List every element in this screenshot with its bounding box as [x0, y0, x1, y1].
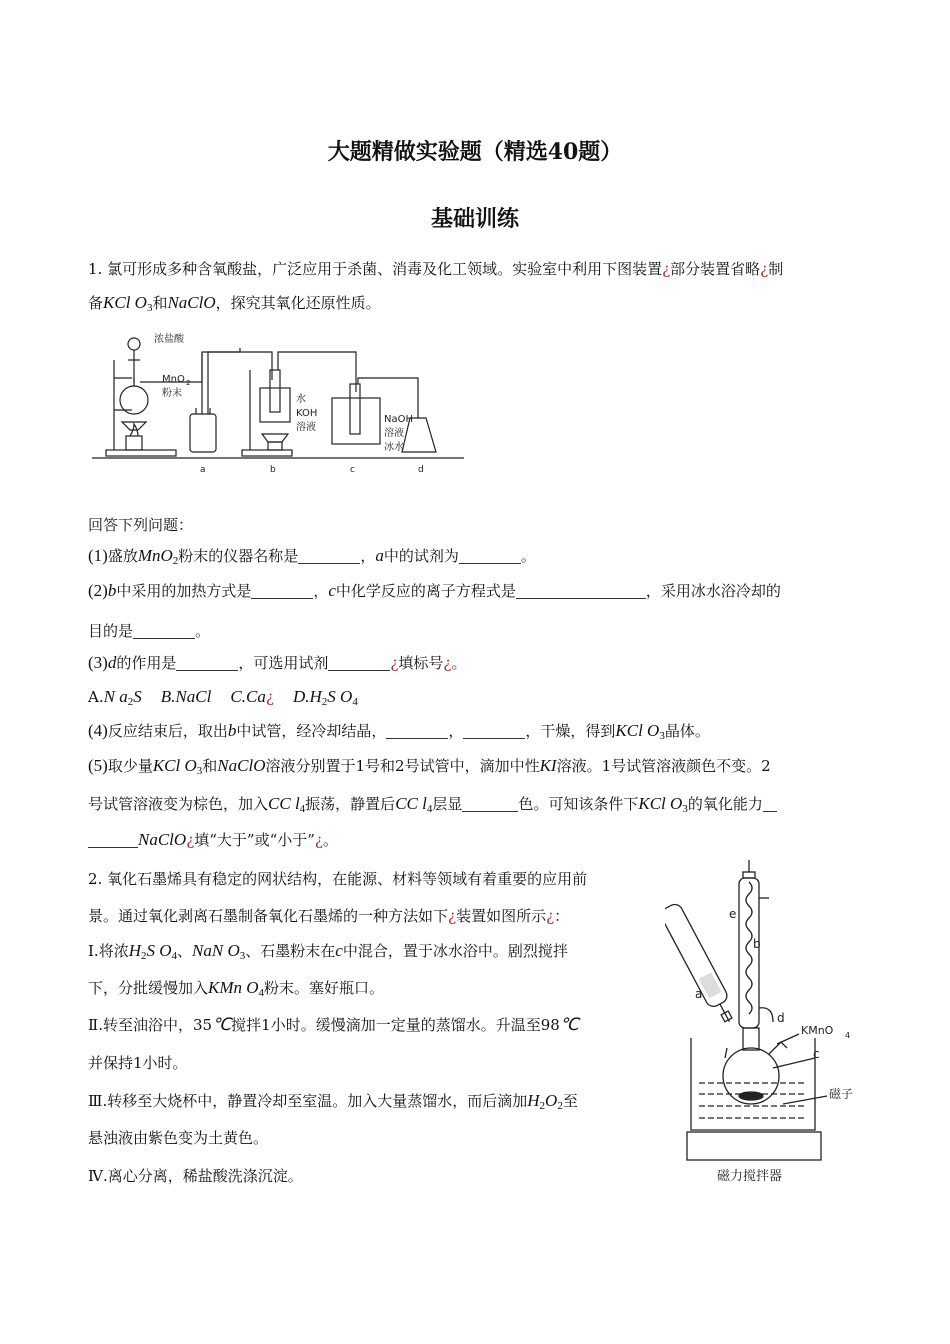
label-naoh: NaOH: [384, 414, 413, 425]
q2-step3-cont: 悬浊液由紫色变为土黄色。: [88, 1129, 269, 1147]
label-d: d: [418, 465, 424, 475]
formula-kclo3: KCl O: [152, 756, 197, 775]
condenser-b: [739, 878, 759, 1028]
inverted-question-mark: ¿: [448, 907, 457, 925]
q2-text: Ⅱ.转至油浴中，35: [88, 1016, 213, 1034]
formula-subscript: 3: [682, 803, 688, 815]
answer-blank[interactable]: [298, 549, 360, 564]
q1-intro-text-b: 部分装置省略: [670, 260, 761, 278]
q1-text: 备: [88, 294, 104, 312]
q2-text: 粉末。塞好瓶口。: [264, 979, 385, 997]
q2-text: 至: [562, 1092, 578, 1110]
answer-blank[interactable]: [462, 797, 518, 812]
q1-text: 填标号: [398, 654, 444, 672]
q1-sub2-cont: [88, 620, 210, 641]
formula-kmno4: KMn O: [208, 978, 259, 997]
formula-subscript: 3: [146, 302, 153, 314]
q1-text: ，可选用试剂: [238, 654, 329, 672]
formula-subscript: 2: [172, 555, 179, 567]
formula-subscript: 2: [127, 696, 134, 708]
q1-intro-text-c: 制: [768, 260, 784, 278]
label-koh-solution: 溶液: [296, 422, 316, 433]
q1-text: ，: [313, 582, 329, 600]
label-kmno4: KMnO: [801, 1024, 834, 1037]
formula-subscript: 3: [659, 730, 665, 742]
q1-text: 中的试剂为: [383, 547, 459, 565]
q2-line1: 2. 氧化石墨烯具有稳定的网状结构，在能源、材料等领域有着重要的应用前: [88, 870, 588, 888]
formula-a: a: [375, 546, 384, 565]
q2-text: 搅拌1小时。缓慢滴加一定量的蒸馏水。升温至98: [231, 1016, 560, 1034]
q1-text: 的作用是: [116, 654, 177, 672]
formula-na2s: S: [133, 687, 142, 706]
q1-text: 粉末的仪器名称是: [178, 547, 299, 565]
label-conc-hcl: 浓盐酸: [154, 334, 184, 345]
q1-sub5: [88, 755, 771, 777]
answer-blank[interactable]: [763, 797, 777, 812]
formula-ki: KI: [539, 756, 557, 775]
option-b: B.NaCl: [160, 687, 212, 706]
q1-text: 。: [520, 547, 536, 565]
q2-text: 、: [177, 942, 193, 960]
formula-na2s: N a: [103, 687, 128, 706]
label-koh: KOH: [296, 408, 318, 419]
label-magnet: 磁子: [829, 1087, 854, 1101]
q1-sub4: [88, 720, 710, 742]
label-b: b: [753, 937, 761, 951]
sub-number: (1): [88, 546, 108, 565]
formula-d: d: [107, 653, 117, 672]
q1-text: 的氧化能力: [687, 795, 763, 813]
q1-text: 振荡，静置后: [305, 795, 396, 813]
q2-step4: Ⅳ.离心分离，稀盐酸洗涤沉淀。: [88, 1167, 303, 1185]
formula-subscript: 2: [539, 1100, 546, 1112]
formula-naclo: NaClO: [138, 830, 187, 849]
label-c: c: [813, 1047, 820, 1061]
inverted-question-mark: ¿: [662, 260, 671, 278]
formula-c: c: [328, 581, 336, 600]
formula-h2so4: H: [128, 941, 141, 960]
inverted-question-mark: ¿: [760, 260, 769, 278]
label-magnetic-stirrer: 磁力搅拌器: [717, 1169, 783, 1184]
q2-text: 中混合，置于冰水浴中。剧烈搅拌: [342, 942, 568, 960]
degree-celsius: ℃: [559, 1015, 579, 1034]
formula-h2so4: S O: [146, 941, 172, 960]
q1-answer-prompt: 回答下列问题：: [88, 516, 194, 534]
formula-subscript: 4: [258, 987, 265, 999]
formula-subscript: 4: [426, 803, 433, 815]
q2-apparatus-figure: [665, 858, 865, 1188]
q2-step1: [88, 940, 568, 962]
q1-text: ，干燥，得到: [525, 722, 616, 740]
formula-subscript: 4: [171, 950, 178, 962]
inverted-question-mark: ¿: [265, 688, 274, 706]
answer-blank[interactable]: [459, 549, 521, 564]
answer-blank[interactable]: [463, 724, 525, 739]
q1-text: 溶液。1号试管溶液颜色不变。2: [556, 757, 771, 775]
beaker-b: [260, 388, 290, 422]
sub-number: (2): [88, 581, 108, 600]
q1-text: 目的是: [88, 622, 134, 640]
q2-step3: [88, 1090, 578, 1112]
formula-naclo: NaClO: [217, 756, 266, 775]
answer-blank[interactable]: [251, 584, 313, 599]
q1-text: 。: [195, 622, 211, 640]
q1-text: ，探究其氧化还原性质。: [215, 294, 381, 312]
label-kmno4-sub: 4: [845, 1031, 851, 1040]
formula-subscript: 4: [352, 696, 358, 708]
q2-text: 景。通过氧化剥离石墨制备氧化石墨烯的一种方法如下: [88, 907, 449, 925]
formula-c: c: [335, 941, 343, 960]
q2-step2: [88, 1014, 579, 1035]
q1-sub2: [88, 580, 781, 601]
formula-subscript: 3: [196, 765, 203, 777]
q2-line2: [88, 905, 569, 926]
magnet-bar: [739, 1092, 763, 1100]
q2-text: 下，分批缓慢加入: [88, 979, 209, 997]
option-a-label: A.: [88, 688, 104, 706]
inverted-question-mark: ¿: [546, 907, 555, 925]
formula-b: b: [107, 581, 117, 600]
formula-subscript: 4: [299, 803, 306, 815]
q1-text: 盛放: [107, 547, 138, 565]
inverted-question-mark: ¿: [443, 654, 452, 672]
option-c: C.Ca: [230, 687, 266, 706]
label-naoh-solution: 溶液: [384, 428, 404, 439]
q1-text: ，: [360, 547, 376, 565]
formula-kclo3: KCl O: [103, 293, 147, 312]
formula-subscript: 2: [140, 950, 147, 962]
q1-text: 取少量: [107, 757, 153, 775]
q1-text: 中化学反应的离子方程式是: [335, 582, 516, 600]
formula-b: b: [227, 721, 237, 740]
formula-subscript: 2: [557, 1100, 563, 1112]
inverted-question-mark: ¿: [390, 654, 399, 672]
q2-text: 装置如图所示: [456, 907, 547, 925]
sub-number: (3): [88, 653, 108, 672]
formula-nano3: NaN O: [192, 941, 240, 960]
label-d: d: [777, 1011, 785, 1025]
q1-text: 中试管，经冷却结晶，: [236, 722, 387, 740]
formula-h2o2: O: [545, 1091, 558, 1110]
formula-h2o2: H: [527, 1091, 540, 1110]
label-a: a: [695, 987, 703, 1001]
inverted-question-mark: ¿: [314, 831, 323, 849]
q1-sub3: [88, 652, 466, 673]
q1-text: 层显: [432, 795, 463, 813]
q1-sub5-end: [88, 829, 338, 850]
label-powder: 粉末: [162, 388, 182, 399]
q1-intro-line1: [88, 258, 783, 279]
formula-subscript: 3: [239, 950, 246, 962]
label-e: e: [729, 907, 737, 921]
answer-blank[interactable]: [133, 624, 195, 639]
answer-blank[interactable]: [516, 584, 646, 599]
label-a: a: [200, 465, 206, 475]
formula-ccl4: CC l: [268, 794, 300, 813]
bottle-a: [190, 414, 216, 452]
q1-text: 填“大于”或“小于”: [194, 831, 315, 849]
q2-text: 、石墨粉末在: [245, 942, 336, 960]
q2-text: ：: [554, 907, 570, 925]
q1-sub1: [88, 545, 536, 567]
label-water: 水: [296, 394, 306, 405]
label-c: c: [350, 465, 355, 475]
formula-kclo3: KCl O: [615, 721, 660, 740]
sub-number: (4): [88, 721, 108, 740]
answer-blank[interactable]: [328, 656, 390, 671]
q2-text: Ⅲ.转移至大烧杯中，静置冷却至室温。加入大量蒸馏水，而后滴加: [88, 1092, 528, 1110]
q1-text: 。: [451, 654, 467, 672]
q1-text: 反应结束后，取出: [107, 722, 228, 740]
formula-ccl4: CC l: [395, 794, 427, 813]
q1-intro-text-a: 1. 氯可形成多种含氧酸盐，广泛应用于杀菌、消毒及化工领域。实验室中利用下图装置: [88, 260, 663, 278]
answer-blank[interactable]: [176, 656, 238, 671]
q1-text: 。: [322, 831, 338, 849]
degree-celsius: ℃: [212, 1015, 232, 1034]
q1-options: [88, 687, 358, 708]
formula-subscript: 2: [321, 696, 328, 708]
q1-text: ，: [448, 722, 464, 740]
magnetic-stirrer: [687, 1132, 821, 1160]
q2-text: Ⅰ.将浓: [88, 942, 129, 960]
q1-text: 和: [152, 294, 168, 312]
q1-apparatus-figure: [92, 330, 464, 478]
answer-blank[interactable]: [88, 833, 138, 848]
q2-step2-cont: 并保持1小时。: [88, 1054, 188, 1072]
q1-text: 溶液分别置于1号和2号试管中，滴加中性: [265, 757, 540, 775]
q1-sub5-cont: [88, 793, 777, 815]
label-mno2: MnO: [162, 374, 185, 385]
q1-text: 色。可知该条件下: [518, 795, 639, 813]
formula-mno2: MnO: [137, 546, 173, 565]
formula-kclo3: KCl O: [638, 794, 683, 813]
q1-text: ，采用冰水浴冷却的: [645, 582, 781, 600]
label-mno2-sub: 2: [186, 379, 191, 387]
stand-base: [106, 450, 176, 456]
label-ice-water: 冰水: [384, 442, 404, 453]
q1-text: 中采用的加热方式是: [116, 582, 252, 600]
formula-h2so4: S O: [327, 687, 353, 706]
q2-step1-cont: [88, 977, 384, 999]
sub-number: (5): [88, 756, 108, 775]
page-title: 大题精做实验题（精选40题）: [327, 139, 623, 165]
q1-text: 号试管溶液变为棕色，加入: [88, 795, 269, 813]
inverted-question-mark: ¿: [186, 831, 195, 849]
option-d: D.H: [292, 687, 322, 706]
q1-text: 晶体。: [664, 722, 710, 740]
water-bath: [691, 1038, 815, 1130]
q1-intro-line2: [88, 292, 381, 314]
label-b: b: [270, 465, 276, 475]
formula-naclo: NaClO: [167, 293, 216, 312]
section-title: 基础训练: [430, 206, 519, 232]
q1-text: 和: [202, 757, 218, 775]
answer-blank[interactable]: [386, 724, 448, 739]
beaker-c: [332, 398, 380, 444]
